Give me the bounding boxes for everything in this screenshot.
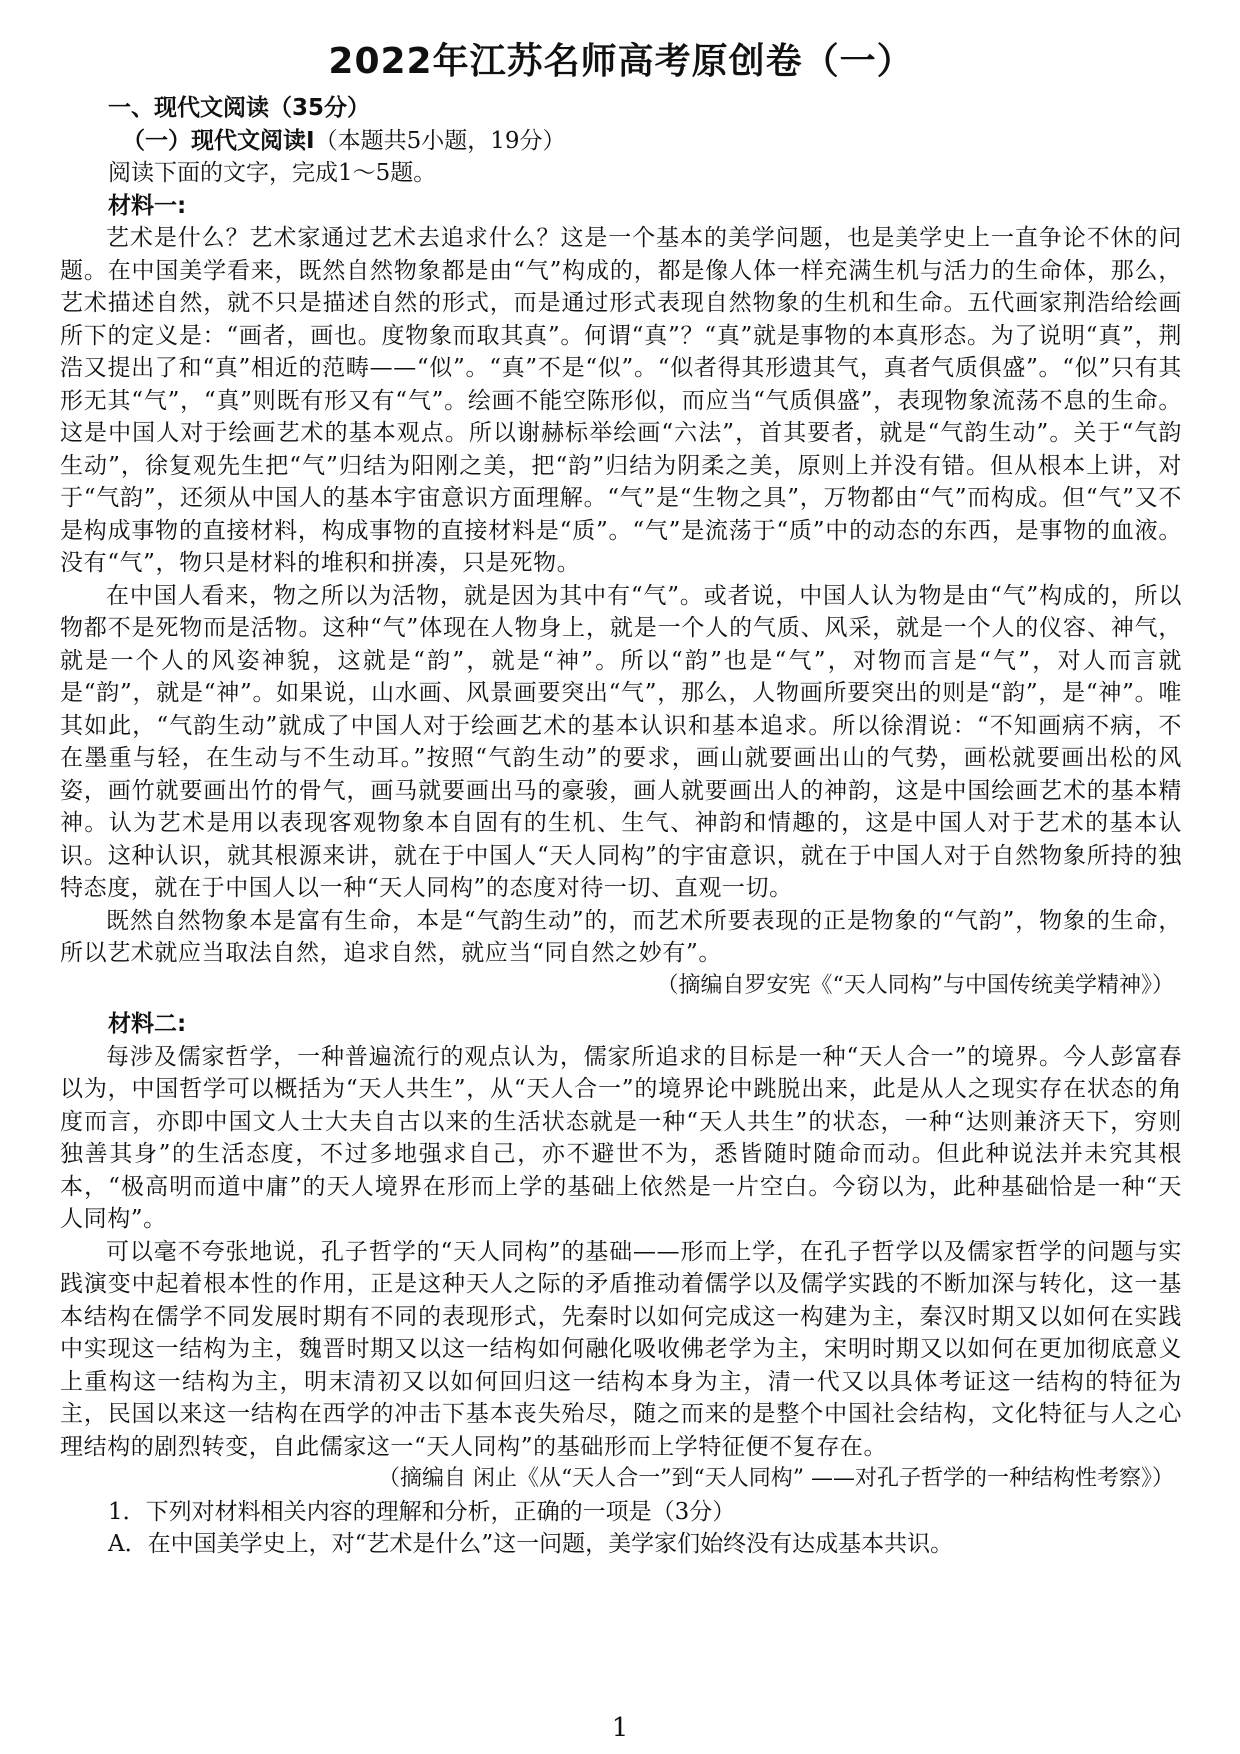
reading-instruction: 阅读下面的文字，完成1～5题。 <box>108 160 437 186</box>
material1-paragraph: 既然自然物象本是富有生命，本是“气韵生动”的，而艺术所要表现的正是物象的“气韵”，物象的生命，所以艺术就应当取法自然，追求自然，就应当“同自然之妙有”。 <box>60 907 1182 966</box>
subsection-title: （一）现代文阅读Ⅰ <box>122 127 315 154</box>
section-heading: 一、现代文阅读（35分） <box>108 95 371 121</box>
exam-title: 2022年江苏名师高考原创卷（一） <box>328 41 914 82</box>
material1-source: （摘编自罗安宪《“天人同构”与中国传统美学精神》） <box>656 972 1174 998</box>
subsection-heading <box>60 125 1182 158</box>
subsection-note: （本题共5小题，19分） <box>314 127 566 154</box>
material1-label: 材料一: <box>108 192 187 219</box>
material2-paragraph: 每涉及儒家哲学，一种普遍流行的观点认为，儒家所追求的目标是一种“天人合一”的境界。今人彭富春以为，中国哲学可以概括为“天人共生”，从“天人合一”的境界论中跳脱出来，此是从人之现实存在状态的角度而言，亦即中国文人士大夫自古以来的生活状态就是一种“天人共生”的状态，一种“达则兼济天下，穷则独善其身”的生活态度，不过多地强求自己，亦不避世不为，悉皆随时随命而动。但此种说法并未究其根本，“极高明而道中庸”的天人境界在形而上学的基础上依然是一片空白。今窃以为，此种基础恰是一种“天人同构”。 <box>60 1043 1182 1232</box>
material2-label: 材料二: <box>108 1011 187 1037</box>
question-1-stem: 1．下列对材料相关内容的理解和分析，正确的一项是（3分） <box>108 1498 736 1525</box>
question-1-option-a: A．在中国美学史上，对“艺术是什么”这一问题，美学家们始终没有达成基本共识。 <box>108 1531 954 1557</box>
material1-paragraph: 艺术是什么？艺术家通过艺术去追求什么？这是一个基本的美学问题，也是美学史上一直争论不休的问题。在中国美学看来，既然自然物象都是由“气”构成的，都是像人体一样充满生机与活力的生命体，那么，艺术描述自然，就不只是描述自然的形式，而是通过形式表现自然物象的生机和生命。五代画家荆浩给绘画所下的定义是：“画者，画也。度物象而取其真”。何谓“真”？“真”就是事物的本真形态。为了说明“真”，荆浩又提出了和“真”相近的范畴——“似”。“真”不是“似”。“似者得其形遗其气，真者气质俱盛”。“似”只有其形无其“气”，“真”则既有形又有“气”。绘画不能空陈形似，而应当“气质俱盛”，表现物象流荡不息的生命。这是中国人对于绘画艺术的基本观点。所以谢赫标举绘画“六法”，首其要者，就是“气韵生动”。关于“气韵生动”，徐复观先生把“气”归结为阳刚之美，把“韵”归结为阴柔之美，原则上并没有错。但从根本上讲，对于“气韵”，还须从中国人的基本宇宙意识方面理解。“气”是“生物之具”，万物都由“气”而构成。但“气”又不是构成事物的直接材料，构成事物的直接材料是“质”。“气”是流荡于“质”中的动态的东西，是事物的血液。没有“气”，物只是材料的堆积和拼凑，只是死物。 <box>60 225 1182 576</box>
material2-source: （摘编自 闲止《从“天人合一”到“天人同构” ——对孔子哲学的一种结构性考察》） <box>378 1466 1174 1491</box>
material2-paragraph: 可以毫不夸张地说，孔子哲学的“天人同构”的基础——形而上学，在孔子哲学以及儒家哲学的问题与实践演变中起着根本性的作用，正是这种天人之际的矛盾推动着儒学以及儒学实践的不断加深与转化，这一基本结构在儒学不同发展时期有不同的表现形式，先秦时以如何完成这一构建为主，秦汉时期又以如何在实践中实现这一结构为主，魏晋时期又以这一结构如何融化吸收佛老学为主，宋明时期又以如何在更加彻底意义上重构这一结构为主，明末清初又以如何回归这一结构本身为主，清一代又以具体考证这一结构的特征为主，民国以来这一结构在西学的冲击下基本丧失殆尽，随之而来的是整个中国社会结构，文化特征与人之心理结构的剧烈转变，自此儒家这一“天人同构”的基础形而上学特征便不复存在。 <box>60 1238 1182 1460</box>
page-number: 1 <box>611 1713 629 1743</box>
material1-paragraph: 在中国人看来，物之所以为活物，就是因为其中有“气”。或者说，中国人认为物是由“气”构成的，所以物都不是死物而是活物。这种“气”体现在人物身上，就是一个人的气质、风采，就是一个人的仪容、神气，就是一个人的风姿神貌，这就是“韵”，就是“神”。所以“韵”也是“气”，对物而言是“气”，对人而言就是“韵”，就是“神”。如果说，山水画、风景画要突出“气”，那么，人物画所要突出的则是“韵”，是“神”。唯其如此，“气韵生动”就成了中国人对于绘画艺术的基本认识和基本追求。所以徐渭说：“不知画病不病，不在墨重与轻，在生动与不生动耳。”按照“气韵生动”的要求，画山就要画出山的气势，画松就要画出松的风姿，画竹就要画出竹的骨气，画马就要画出马的豪骏，画人就要画出人的神韵，这是中国绘画艺术的基本精神。认为艺术是用以表现客观物象本自固有的生机、生气、神韵和情趣的，这是中国人对于艺术的基本认识。这种认识，就其根源来讲，就在于中国人“天人同构”的宇宙意识，就在于中国人对于自然物象所持的独特态度，就在于中国人以一种“天人同构”的态度对待一切、直观一切。 <box>60 582 1182 901</box>
